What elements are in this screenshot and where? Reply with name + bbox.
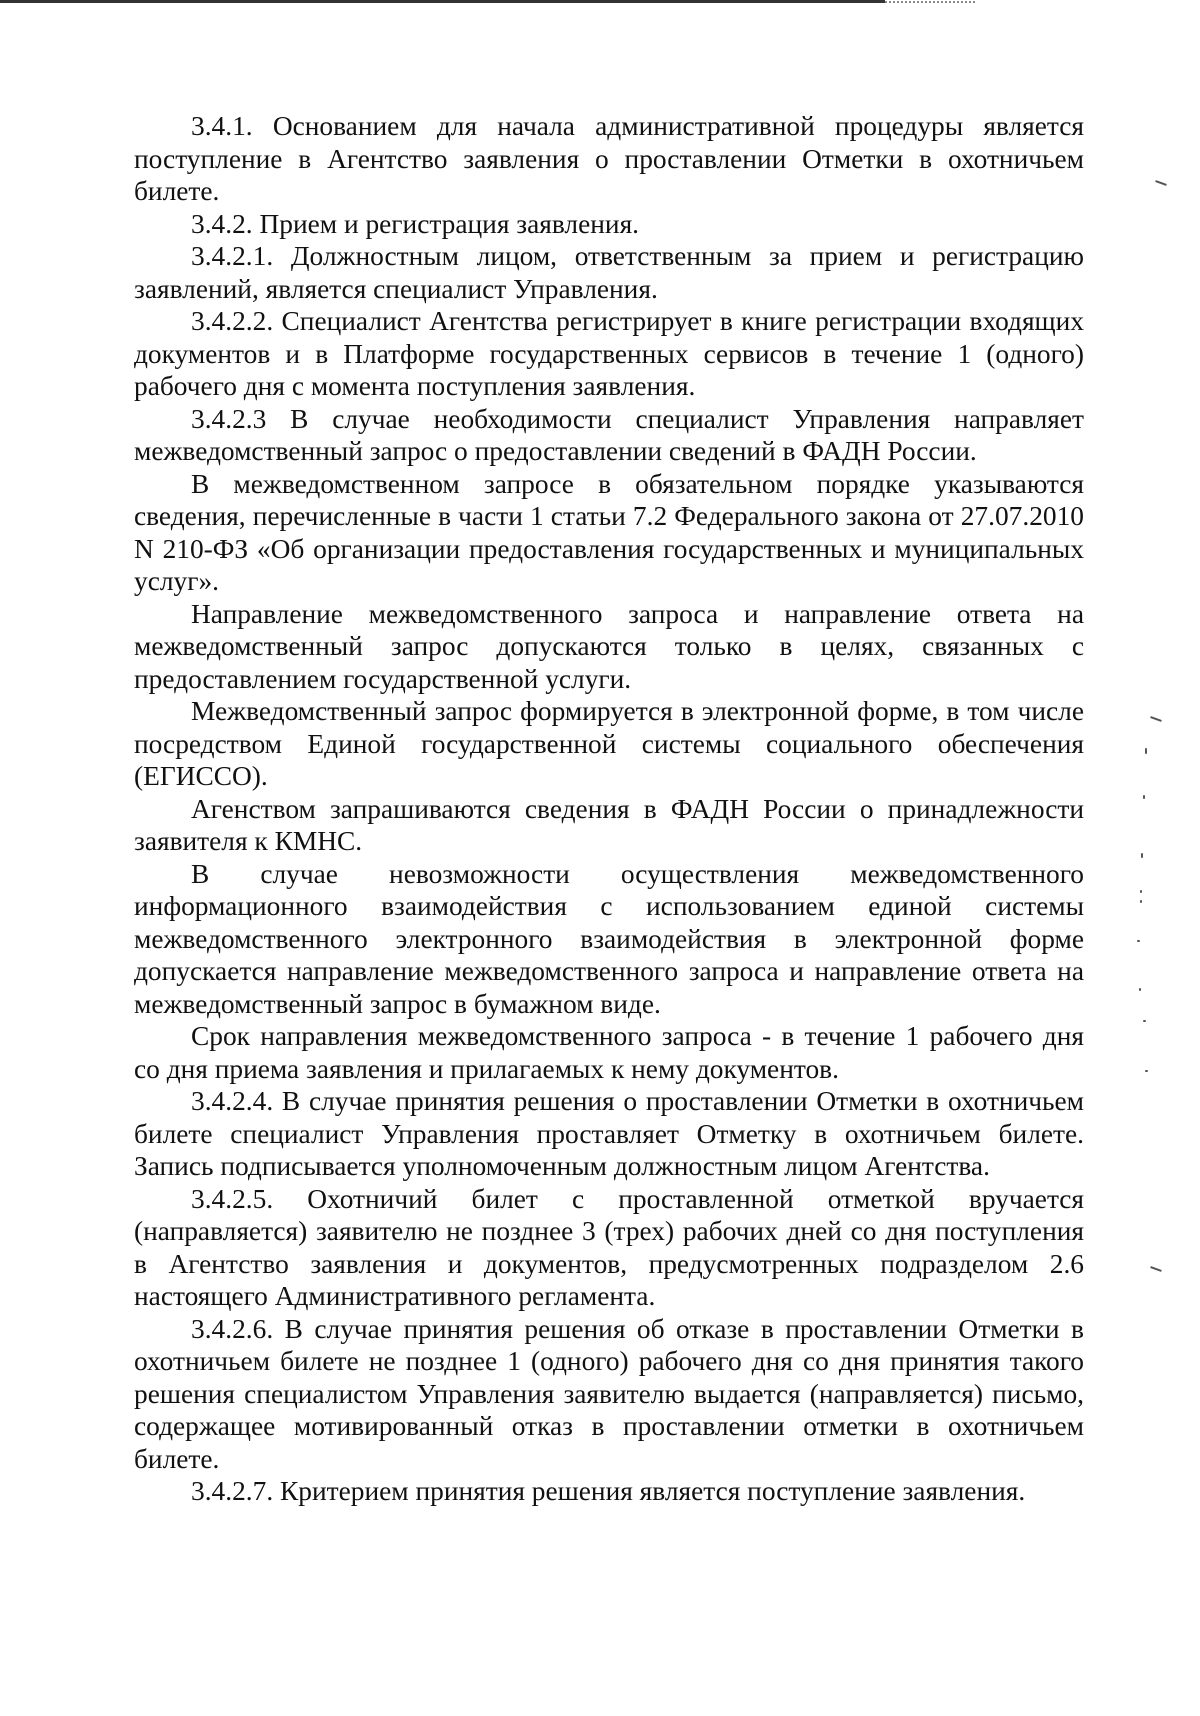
scan-speck xyxy=(1145,1070,1148,1072)
document-body xyxy=(134,110,1084,1508)
scan-speck xyxy=(1150,1266,1162,1272)
paragraph-request-purpose: Направление межведомственного запроса и направление ответа на межведомственный запрос допускаются только в целях, связанных с предоставлением государственной услуги. xyxy=(134,598,1084,694)
scan-speck xyxy=(1137,940,1140,942)
paragraph-3-4-2-4: 3.4.2.4. В случае принятия решения о проставлении Отметки в охотничьем билете специалист Управления проставляет Отметку в охотничьем билете. Запись подписывается уполномоченным должностным лицом Агентства. xyxy=(134,1086,1084,1181)
paragraph-3-4-2-1: 3.4.2.1. Должностным лицом, ответственным за прием и регистрацию заявлений, является специалист Управления. xyxy=(134,241,1084,304)
paragraph-3-4-2: 3.4.2. Прием и регистрация заявления. xyxy=(191,208,640,239)
paragraph-paper-request: В случае невозможности осуществления межведомственного информационного взаимодействия с использованием единой системы межведомственного электронного взаимодействия в электронной форме допускается направление межведомственного запроса и направление ответа на межведомственный запрос в бумажном виде. xyxy=(134,858,1084,1019)
scan-speck xyxy=(1155,180,1167,186)
scan-speck xyxy=(1145,748,1147,754)
paragraph-3-4-2-6: 3.4.2.6. В случае принятия решения об отказе в проставлении Отметки в охотничьем билете не позднее 1 (одного) рабочего дня со дня принятия такого решения специалистом Управления заявителю выдается (направляется) письмо, содержащее мотивированный отказ в проставлении отметки в охотничьем билете. xyxy=(134,1313,1084,1474)
paragraph-3-4-2-2: 3.4.2.2. Специалист Агентства регистрирует в книге регистрации входящих документов и в Платформе государственных сервисов в течение 1 (одного) рабочего дня с момента поступления заявления. xyxy=(134,306,1084,401)
paragraph-request-deadline: Срок направления межведомственного запроса - в течение 1 рабочего дня со дня приема заявления и прилагаемых к нему документов. xyxy=(134,1021,1084,1084)
scan-top-edge-dots xyxy=(885,1,975,3)
scan-speck xyxy=(1143,795,1145,799)
paragraph-3-4-2-3: 3.4.2.3 В случае необходимости специалист Управления направляет межведомственный запрос о предоставлении сведений в ФАДН России. xyxy=(134,403,1084,466)
paragraph-request-contents: В межведомственном запросе в обязательном порядке указываются сведения, перечисленные в части 1 статьи 7.2 Федерального закона от 27.07.2010 N 210-ФЗ «Об организации предоставления государственных и муниципальных услуг». xyxy=(134,468,1084,596)
scan-speck xyxy=(1143,1020,1146,1022)
paragraph-3-4-2-5: 3.4.2.5. Охотничий билет с проставленной отметкой вручается (направляется) заявителю не позднее 3 (трех) рабочих дней со дня поступления в Агентство заявления и документов, предусмотренных подразделом 2.6 настоящего Административного регламента. xyxy=(134,1183,1084,1311)
paragraph-fadn-request: Агенством запрашиваются сведения в ФАДН России о принадлежности заявителя к КМНС. xyxy=(134,793,1084,856)
scan-speck xyxy=(1140,890,1142,893)
scan-speck xyxy=(1139,988,1141,991)
scan-speck xyxy=(1141,853,1143,858)
scan-top-edge-line xyxy=(0,0,885,3)
paragraph-request-electronic: Межведомственный запрос формируется в электронной форме, в том числе посредством Единой государственной системы социального обеспечения (ЕГИССО). xyxy=(134,696,1084,791)
paragraph-3-4-2-7: 3.4.2.7. Критерием принятия решения является поступление заявления. xyxy=(191,1476,1026,1506)
scan-speck xyxy=(1150,716,1162,722)
scan-speck xyxy=(1140,900,1142,903)
paragraph-3-4-1: 3.4.1. Основанием для начала административной процедуры является поступление в Агентство заявления о проставлении Отметки в охотничьем билете. xyxy=(134,111,1084,206)
